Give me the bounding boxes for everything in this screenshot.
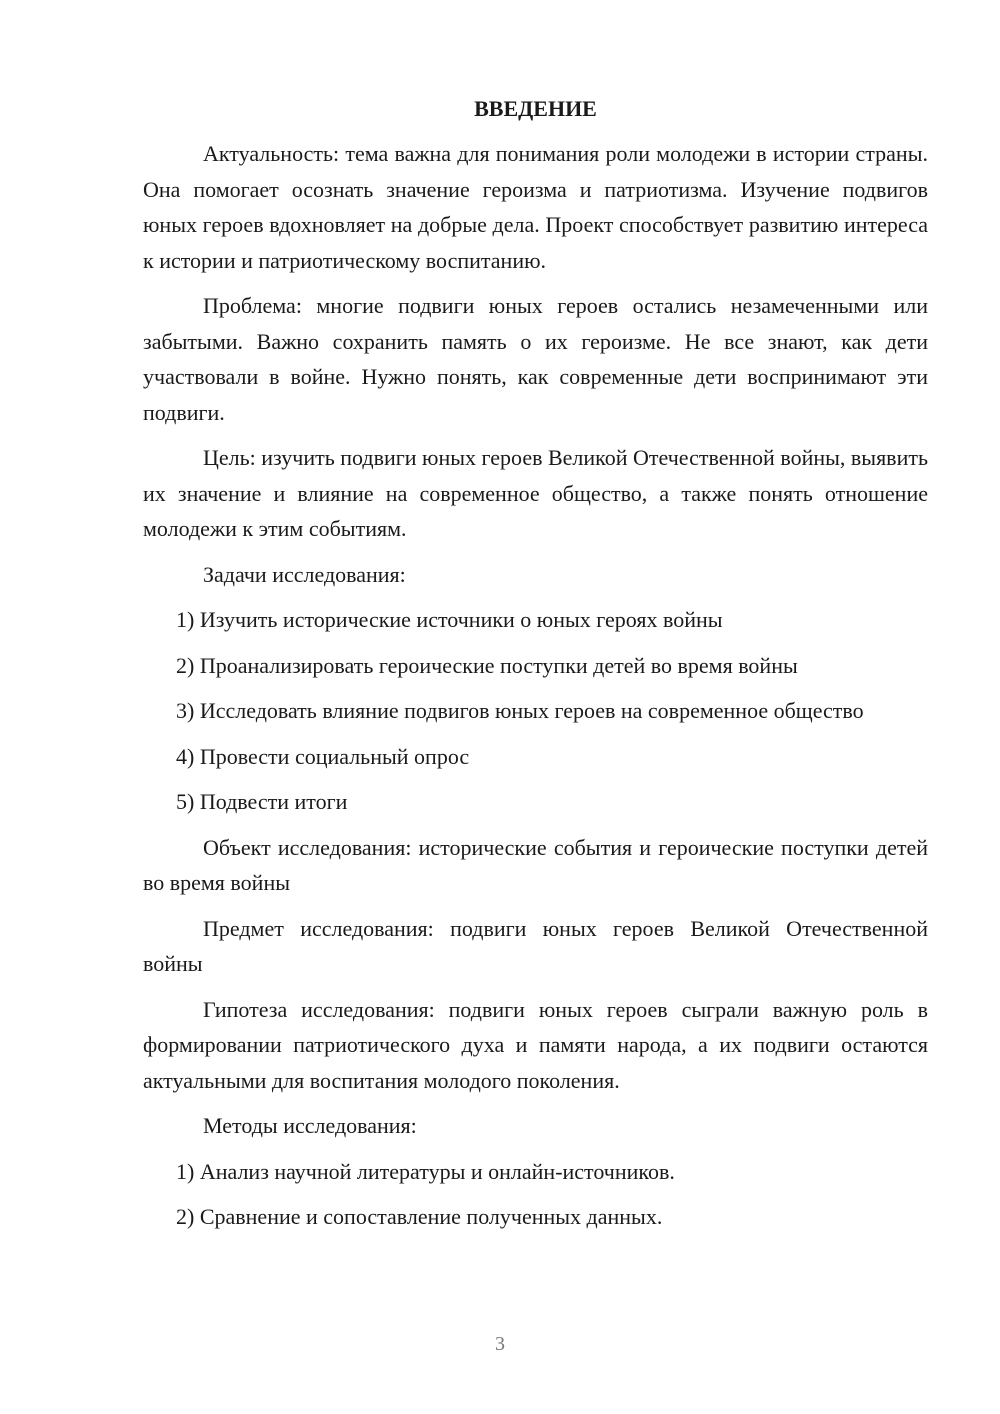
object-paragraph: Объект исследования: исторические события и героические поступки детей во время войны	[143, 834, 928, 895]
task-item: 3) Исследовать влияние подвигов юных героев на современное общество	[176, 698, 864, 723]
task-item: 4) Провести социальный опрос	[176, 743, 470, 769]
goal-paragraph: Цель: изучить подвиги юных героев Великой Отечественной войны, выявить их значение и влияние на современное общество, а также понять отношение молодежи к этим событиям.	[143, 445, 928, 541]
method-item: 1) Анализ научной литературы и онлайн-источников.	[176, 1158, 675, 1184]
task-item: 1) Изучить исторические источники о юных героях войны	[176, 607, 723, 632]
page-number: 3	[495, 1333, 505, 1355]
methods-heading: Методы исследования:	[203, 1113, 417, 1138]
task-item: 2) Проанализировать героические поступки детей во время войны	[176, 652, 798, 678]
method-item: 2) Сравнение и сопоставление полученных данных.	[176, 1204, 663, 1229]
document-page	[143, 94, 928, 1245]
hypothesis-paragraph: Гипотеза исследования: подвиги юных героев сыграли важную роль в формировании патриотического духа и памяти народа, а их подвиги остаются актуальными для воспитания молодого поколения.	[143, 996, 928, 1093]
problem-paragraph: Проблема: многие подвиги юных героев остались незамеченными или забытыми. Важно сохранить память о их героизме. Не все знают, как дети участвовали в войне. Нужно понять, как современные дети воспринимают эти подвиги.	[143, 293, 928, 425]
subject-paragraph: Предмет исследования: подвиги юных героев Великой Отечественной войны	[143, 915, 928, 976]
task-item: 5) Подвести итоги	[176, 789, 348, 814]
tasks-heading: Задачи исследования:	[203, 561, 406, 587]
relevance-paragraph: Актуальность: тема важна для понимания роли молодежи в истории страны. Она помогает осознать значение героизма и патриотизма. Изучение подвигов юных героев вдохновляет на добрые дела. Проект способствует развитию интереса к истории и патриотическому воспитанию.	[143, 141, 928, 273]
section-title: ВВЕДЕНИЕ	[474, 96, 597, 121]
